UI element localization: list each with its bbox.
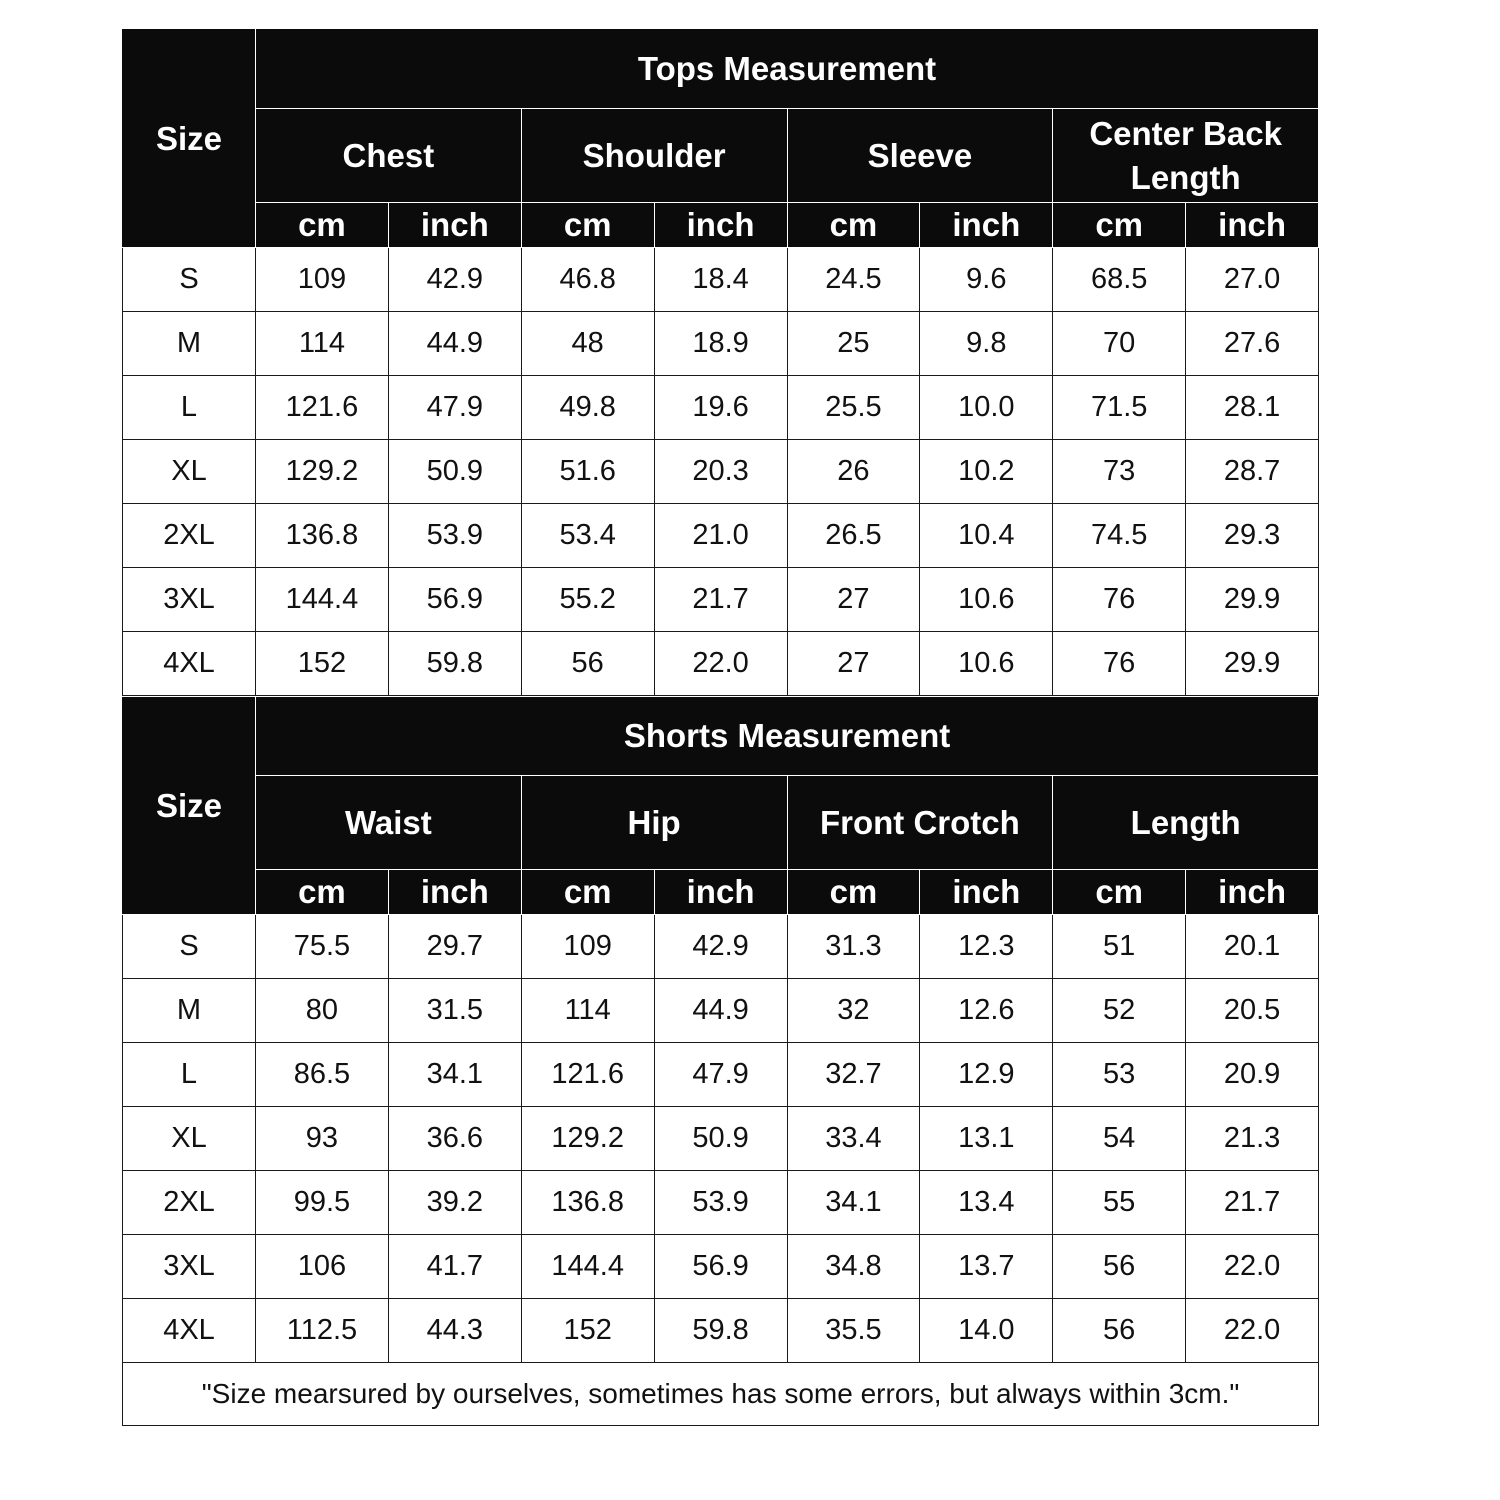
measurement-cell: 20.3: [654, 440, 787, 504]
measurement-cell: 152: [521, 1299, 654, 1363]
measurement-cell: 46.8: [521, 248, 654, 312]
measurement-cell: 80: [256, 979, 389, 1043]
measurement-cell: 42.9: [388, 248, 521, 312]
unit-header: inch: [388, 870, 521, 915]
measurement-cell: 28.1: [1186, 376, 1319, 440]
column-group-header: Hip: [521, 776, 787, 870]
measurement-cell: 50.9: [388, 440, 521, 504]
table-row: [123, 568, 1319, 632]
size-cell: 2XL: [123, 1171, 256, 1235]
size-cell: S: [123, 248, 256, 312]
measurement-cell: 29.7: [388, 915, 521, 979]
table-row: [123, 376, 1319, 440]
measurement-cell: 10.2: [920, 440, 1053, 504]
measurement-cell: 136.8: [256, 504, 389, 568]
size-header: Size: [123, 697, 256, 915]
measurement-cell: 93: [256, 1107, 389, 1171]
measurement-cell: 22.0: [1186, 1299, 1319, 1363]
column-group-header: Length: [1053, 776, 1319, 870]
measurement-cell: 144.4: [256, 568, 389, 632]
unit-header: inch: [1186, 870, 1319, 915]
measurement-cell: 9.8: [920, 312, 1053, 376]
unit-header: inch: [388, 203, 521, 248]
measurement-cell: 129.2: [521, 1107, 654, 1171]
measurement-cell: 22.0: [1186, 1235, 1319, 1299]
measurement-cell: 121.6: [521, 1043, 654, 1107]
measurement-cell: 18.9: [654, 312, 787, 376]
table-row: [123, 1299, 1319, 1363]
unit-header: cm: [256, 203, 389, 248]
measurement-cell: 152: [256, 632, 389, 696]
table-row: [123, 1043, 1319, 1107]
measurement-cell: 112.5: [256, 1299, 389, 1363]
size-cell: L: [123, 376, 256, 440]
measurement-cell: 44.3: [388, 1299, 521, 1363]
measurement-cell: 25.5: [787, 376, 920, 440]
size-cell: M: [123, 312, 256, 376]
size-cell: S: [123, 915, 256, 979]
measurement-cell: 27.6: [1186, 312, 1319, 376]
table-row: [123, 248, 1319, 312]
tops-table-body: [123, 248, 1319, 696]
measurement-cell: 13.7: [920, 1235, 1053, 1299]
shorts-measurement-table: [122, 696, 1319, 1426]
measurement-cell: 39.2: [388, 1171, 521, 1235]
measurement-cell: 33.4: [787, 1107, 920, 1171]
measurement-cell: 59.8: [654, 1299, 787, 1363]
measurement-cell: 26.5: [787, 504, 920, 568]
measurement-cell: 56.9: [388, 568, 521, 632]
unit-header: inch: [920, 870, 1053, 915]
measurement-cell: 55: [1053, 1171, 1186, 1235]
measurement-cell: 136.8: [521, 1171, 654, 1235]
measurement-cell: 44.9: [388, 312, 521, 376]
measurement-cell: 106: [256, 1235, 389, 1299]
measurement-cell: 53: [1053, 1043, 1186, 1107]
table-row: [123, 440, 1319, 504]
measurement-cell: 36.6: [388, 1107, 521, 1171]
size-cell: M: [123, 979, 256, 1043]
measurement-cell: 31.3: [787, 915, 920, 979]
measurement-cell: 34.1: [787, 1171, 920, 1235]
measurement-cell: 9.6: [920, 248, 1053, 312]
measurement-cell: 47.9: [654, 1043, 787, 1107]
measurement-cell: 12.3: [920, 915, 1053, 979]
column-group-header: Shoulder: [521, 109, 787, 203]
measurement-cell: 21.7: [654, 568, 787, 632]
measurement-cell: 29.9: [1186, 632, 1319, 696]
shorts-table-body: [123, 915, 1319, 1363]
measurement-cell: 12.9: [920, 1043, 1053, 1107]
size-chart: [122, 29, 1318, 1426]
unit-header: inch: [654, 870, 787, 915]
measurement-cell: 114: [521, 979, 654, 1043]
table-row: [123, 1171, 1319, 1235]
table-row: [123, 1107, 1319, 1171]
size-cell: 3XL: [123, 568, 256, 632]
measurement-cell: 21.3: [1186, 1107, 1319, 1171]
unit-header: inch: [920, 203, 1053, 248]
measurement-cell: 52: [1053, 979, 1186, 1043]
measurement-cell: 13.1: [920, 1107, 1053, 1171]
unit-header: cm: [256, 870, 389, 915]
table-row: [123, 504, 1319, 568]
measurement-cell: 26: [787, 440, 920, 504]
measurement-cell: 70: [1053, 312, 1186, 376]
measurement-cell: 75.5: [256, 915, 389, 979]
measurement-cell: 56.9: [654, 1235, 787, 1299]
measurement-cell: 68.5: [1053, 248, 1186, 312]
table-row: [123, 979, 1319, 1043]
measurement-cell: 34.1: [388, 1043, 521, 1107]
measurement-cell: 42.9: [654, 915, 787, 979]
measurement-cell: 41.7: [388, 1235, 521, 1299]
measurement-cell: 56: [521, 632, 654, 696]
measurement-cell: 48: [521, 312, 654, 376]
measurement-note: "Size mearsured by ourselves, sometimes has some errors, but always within 3cm.": [123, 1363, 1319, 1426]
measurement-cell: 21.0: [654, 504, 787, 568]
measurement-cell: 51: [1053, 915, 1186, 979]
measurement-cell: 12.6: [920, 979, 1053, 1043]
measurement-cell: 56: [1053, 1299, 1186, 1363]
measurement-cell: 27: [787, 632, 920, 696]
measurement-cell: 74.5: [1053, 504, 1186, 568]
measurement-cell: 53.4: [521, 504, 654, 568]
measurement-cell: 76: [1053, 568, 1186, 632]
table-row: [123, 312, 1319, 376]
tops-measurement-table: [122, 29, 1319, 696]
size-cell: 2XL: [123, 504, 256, 568]
measurement-cell: 54: [1053, 1107, 1186, 1171]
column-group-header: Waist: [256, 776, 522, 870]
measurement-cell: 99.5: [256, 1171, 389, 1235]
measurement-cell: 129.2: [256, 440, 389, 504]
column-group-header: Front Crotch: [787, 776, 1053, 870]
measurement-cell: 59.8: [388, 632, 521, 696]
measurement-cell: 47.9: [388, 376, 521, 440]
measurement-cell: 53.9: [388, 504, 521, 568]
measurement-cell: 56: [1053, 1235, 1186, 1299]
measurement-cell: 34.8: [787, 1235, 920, 1299]
measurement-cell: 144.4: [521, 1235, 654, 1299]
table-row: [123, 915, 1319, 979]
measurement-cell: 31.5: [388, 979, 521, 1043]
measurement-cell: 10.6: [920, 632, 1053, 696]
measurement-cell: 20.5: [1186, 979, 1319, 1043]
measurement-cell: 32.7: [787, 1043, 920, 1107]
size-cell: 3XL: [123, 1235, 256, 1299]
measurement-cell: 29.9: [1186, 568, 1319, 632]
size-cell: XL: [123, 440, 256, 504]
table-title: Tops Measurement: [256, 30, 1319, 109]
table-title: Shorts Measurement: [256, 697, 1319, 776]
measurement-cell: 109: [521, 915, 654, 979]
measurement-cell: 51.6: [521, 440, 654, 504]
size-cell: 4XL: [123, 1299, 256, 1363]
measurement-cell: 35.5: [787, 1299, 920, 1363]
measurement-cell: 27: [787, 568, 920, 632]
measurement-cell: 28.7: [1186, 440, 1319, 504]
measurement-cell: 49.8: [521, 376, 654, 440]
unit-header: cm: [1053, 870, 1186, 915]
size-header: Size: [123, 30, 256, 248]
unit-header: cm: [521, 870, 654, 915]
size-cell: XL: [123, 1107, 256, 1171]
measurement-cell: 22.0: [654, 632, 787, 696]
measurement-cell: 29.3: [1186, 504, 1319, 568]
measurement-cell: 32: [787, 979, 920, 1043]
unit-header: cm: [1053, 203, 1186, 248]
unit-header: cm: [521, 203, 654, 248]
measurement-cell: 10.6: [920, 568, 1053, 632]
measurement-cell: 50.9: [654, 1107, 787, 1171]
measurement-cell: 27.0: [1186, 248, 1319, 312]
measurement-cell: 21.7: [1186, 1171, 1319, 1235]
measurement-cell: 121.6: [256, 376, 389, 440]
measurement-cell: 24.5: [787, 248, 920, 312]
column-group-header: Sleeve: [787, 109, 1053, 203]
measurement-cell: 18.4: [654, 248, 787, 312]
measurement-cell: 10.0: [920, 376, 1053, 440]
measurement-cell: 71.5: [1053, 376, 1186, 440]
table-row: [123, 1235, 1319, 1299]
measurement-cell: 19.6: [654, 376, 787, 440]
measurement-cell: 55.2: [521, 568, 654, 632]
size-cell: 4XL: [123, 632, 256, 696]
size-cell: L: [123, 1043, 256, 1107]
measurement-cell: 10.4: [920, 504, 1053, 568]
measurement-cell: 44.9: [654, 979, 787, 1043]
unit-header: inch: [1186, 203, 1319, 248]
unit-header: cm: [787, 203, 920, 248]
measurement-cell: 73: [1053, 440, 1186, 504]
measurement-cell: 109: [256, 248, 389, 312]
column-group-header: Center Back Length: [1053, 109, 1319, 203]
measurement-cell: 25: [787, 312, 920, 376]
column-group-header: Chest: [256, 109, 522, 203]
measurement-cell: 86.5: [256, 1043, 389, 1107]
measurement-cell: 20.1: [1186, 915, 1319, 979]
measurement-cell: 13.4: [920, 1171, 1053, 1235]
unit-header: inch: [654, 203, 787, 248]
measurement-cell: 20.9: [1186, 1043, 1319, 1107]
measurement-cell: 53.9: [654, 1171, 787, 1235]
unit-header: cm: [787, 870, 920, 915]
measurement-cell: 14.0: [920, 1299, 1053, 1363]
measurement-cell: 76: [1053, 632, 1186, 696]
measurement-cell: 114: [256, 312, 389, 376]
table-row: [123, 632, 1319, 696]
